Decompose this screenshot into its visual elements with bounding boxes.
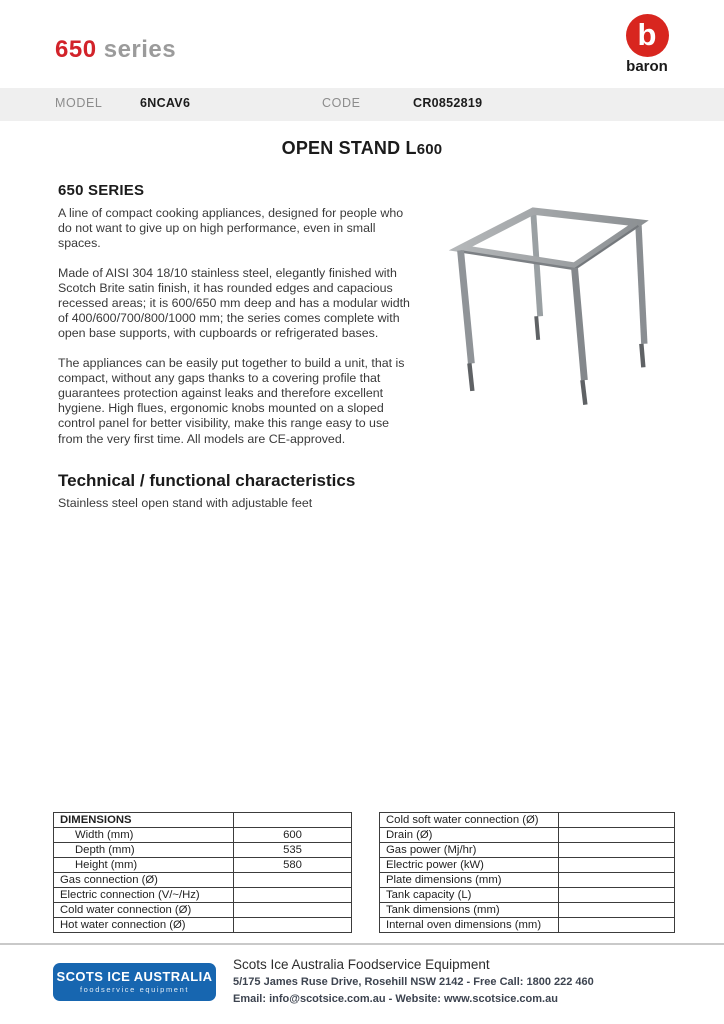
spec-row xyxy=(380,843,675,858)
spec-label: Gas power (Mj/hr) xyxy=(380,843,559,858)
scots-ice-logo-tagline: foodservice equipment xyxy=(79,984,190,994)
baron-logo-letter: b xyxy=(637,17,657,52)
spec-label: Width (mm) xyxy=(54,828,234,843)
spec-row xyxy=(54,813,352,828)
spec-row xyxy=(54,888,352,903)
description-section xyxy=(58,182,415,461)
spec-row xyxy=(380,888,675,903)
spec-label: Height (mm) xyxy=(54,858,234,873)
series-word: series xyxy=(103,36,177,63)
baron-logo-icon xyxy=(626,14,669,57)
spec-label: Hot water connection (Ø) xyxy=(54,918,234,933)
spec-value xyxy=(559,828,675,843)
spec-value xyxy=(559,858,675,873)
spec-label: Electric power (kW) xyxy=(380,858,559,873)
footer-address: 5/175 James Ruse Drive, Rosehill NSW 2142 - Free Call: 1800 222 460 xyxy=(233,976,594,988)
spec-label: Tank dimensions (mm) xyxy=(380,903,559,918)
spec-row xyxy=(54,858,352,873)
spec-label: Cold water connection (Ø) xyxy=(54,903,234,918)
spec-value xyxy=(559,918,675,933)
code-value: CR0852819 xyxy=(413,96,483,110)
spec-value xyxy=(234,873,352,888)
technical-section xyxy=(58,471,418,510)
product-title-main: OPEN STAND L xyxy=(281,138,417,158)
spec-value xyxy=(234,918,352,933)
spec-row xyxy=(380,858,675,873)
spec-value xyxy=(234,903,352,918)
baron-logo-name: baron xyxy=(626,58,668,75)
technical-heading: Technical / functional characteristics xyxy=(58,471,356,490)
spec-value xyxy=(234,813,352,828)
spec-value: 580 xyxy=(234,858,352,873)
scots-ice-logo xyxy=(53,963,216,1001)
spec-value: 600 xyxy=(234,828,352,843)
baron-logo xyxy=(616,14,678,75)
spec-label: Tank capacity (L) xyxy=(380,888,559,903)
spec-row xyxy=(380,903,675,918)
spec-label: Electric connection (V/~/Hz) xyxy=(54,888,234,903)
model-code-bar xyxy=(0,88,724,121)
spec-label: Plate dimensions (mm) xyxy=(380,873,559,888)
spec-row xyxy=(54,843,352,858)
spec-row xyxy=(380,873,675,888)
footer-contact-block xyxy=(233,957,594,1010)
spec-row xyxy=(54,873,352,888)
spec-row xyxy=(380,813,675,828)
spec-row xyxy=(54,918,352,933)
model-label: MODEL xyxy=(55,96,103,110)
page-title xyxy=(55,36,176,64)
spec-label: Gas connection (Ø) xyxy=(54,873,234,888)
technical-text: Stainless steel open stand with adjustable feet xyxy=(58,496,313,510)
scots-ice-logo-name: SCOTS ICE AUSTRALIA xyxy=(56,969,213,985)
spec-row xyxy=(54,828,352,843)
spec-value xyxy=(234,888,352,903)
description-paragraph: The appliances can be easily put together to build a unit, that is compact, without any gaps thanks to a covering profile that guarantees protection against leaks and therefore excellent hygiene. High flues, ergonomic knobs mounted on a sloped control panel for better visibility, make this range easy to use from the very first time. All models are CE-approved. xyxy=(58,355,405,446)
dimensions-table xyxy=(53,812,352,933)
spec-value xyxy=(559,813,675,828)
footer-email-website: Email: info@scotsice.com.au - Website: www.scotsice.com.au xyxy=(233,993,558,1005)
footer-company-name: Scots Ice Australia Foodservice Equipment xyxy=(233,957,490,972)
connections-table xyxy=(379,812,675,933)
spec-value xyxy=(559,873,675,888)
code-label: CODE xyxy=(322,96,361,110)
spec-label: Depth (mm) xyxy=(54,843,234,858)
spec-label: Internal oven dimensions (mm) xyxy=(380,918,559,933)
description-paragraph: A line of compact cooking appliances, designed for people who do not want to give up on high performance, even in small spaces. xyxy=(58,206,404,251)
spec-label: DIMENSIONS xyxy=(54,813,234,828)
spec-label: Drain (Ø) xyxy=(380,828,559,843)
product-title-size: 600 xyxy=(416,141,443,158)
spec-value xyxy=(559,888,675,903)
description-paragraph: Made of AISI 304 18/10 stainless steel, elegantly finished with Scotch Brite satin finish, it has rounded edges and capacious recessed areas; it is 600/650 mm deep and has a modular width of 400/600/700/800/1000 mm; the series comes complete with open base supports, with cupboards or refrigerated bases. xyxy=(58,265,410,341)
spec-row xyxy=(54,903,352,918)
spec-row xyxy=(380,918,675,933)
product-image-open-stand xyxy=(436,196,662,408)
model-value: 6NCAV6 xyxy=(140,96,191,110)
spec-value: 535 xyxy=(234,843,352,858)
spec-value xyxy=(559,843,675,858)
spec-label: Cold soft water connection (Ø) xyxy=(380,813,559,828)
series-heading: 650 SERIES xyxy=(58,182,145,199)
series-number: 650 xyxy=(55,36,97,63)
footer-divider xyxy=(0,943,724,945)
product-title xyxy=(0,138,724,159)
spec-row xyxy=(380,828,675,843)
spec-value xyxy=(559,903,675,918)
